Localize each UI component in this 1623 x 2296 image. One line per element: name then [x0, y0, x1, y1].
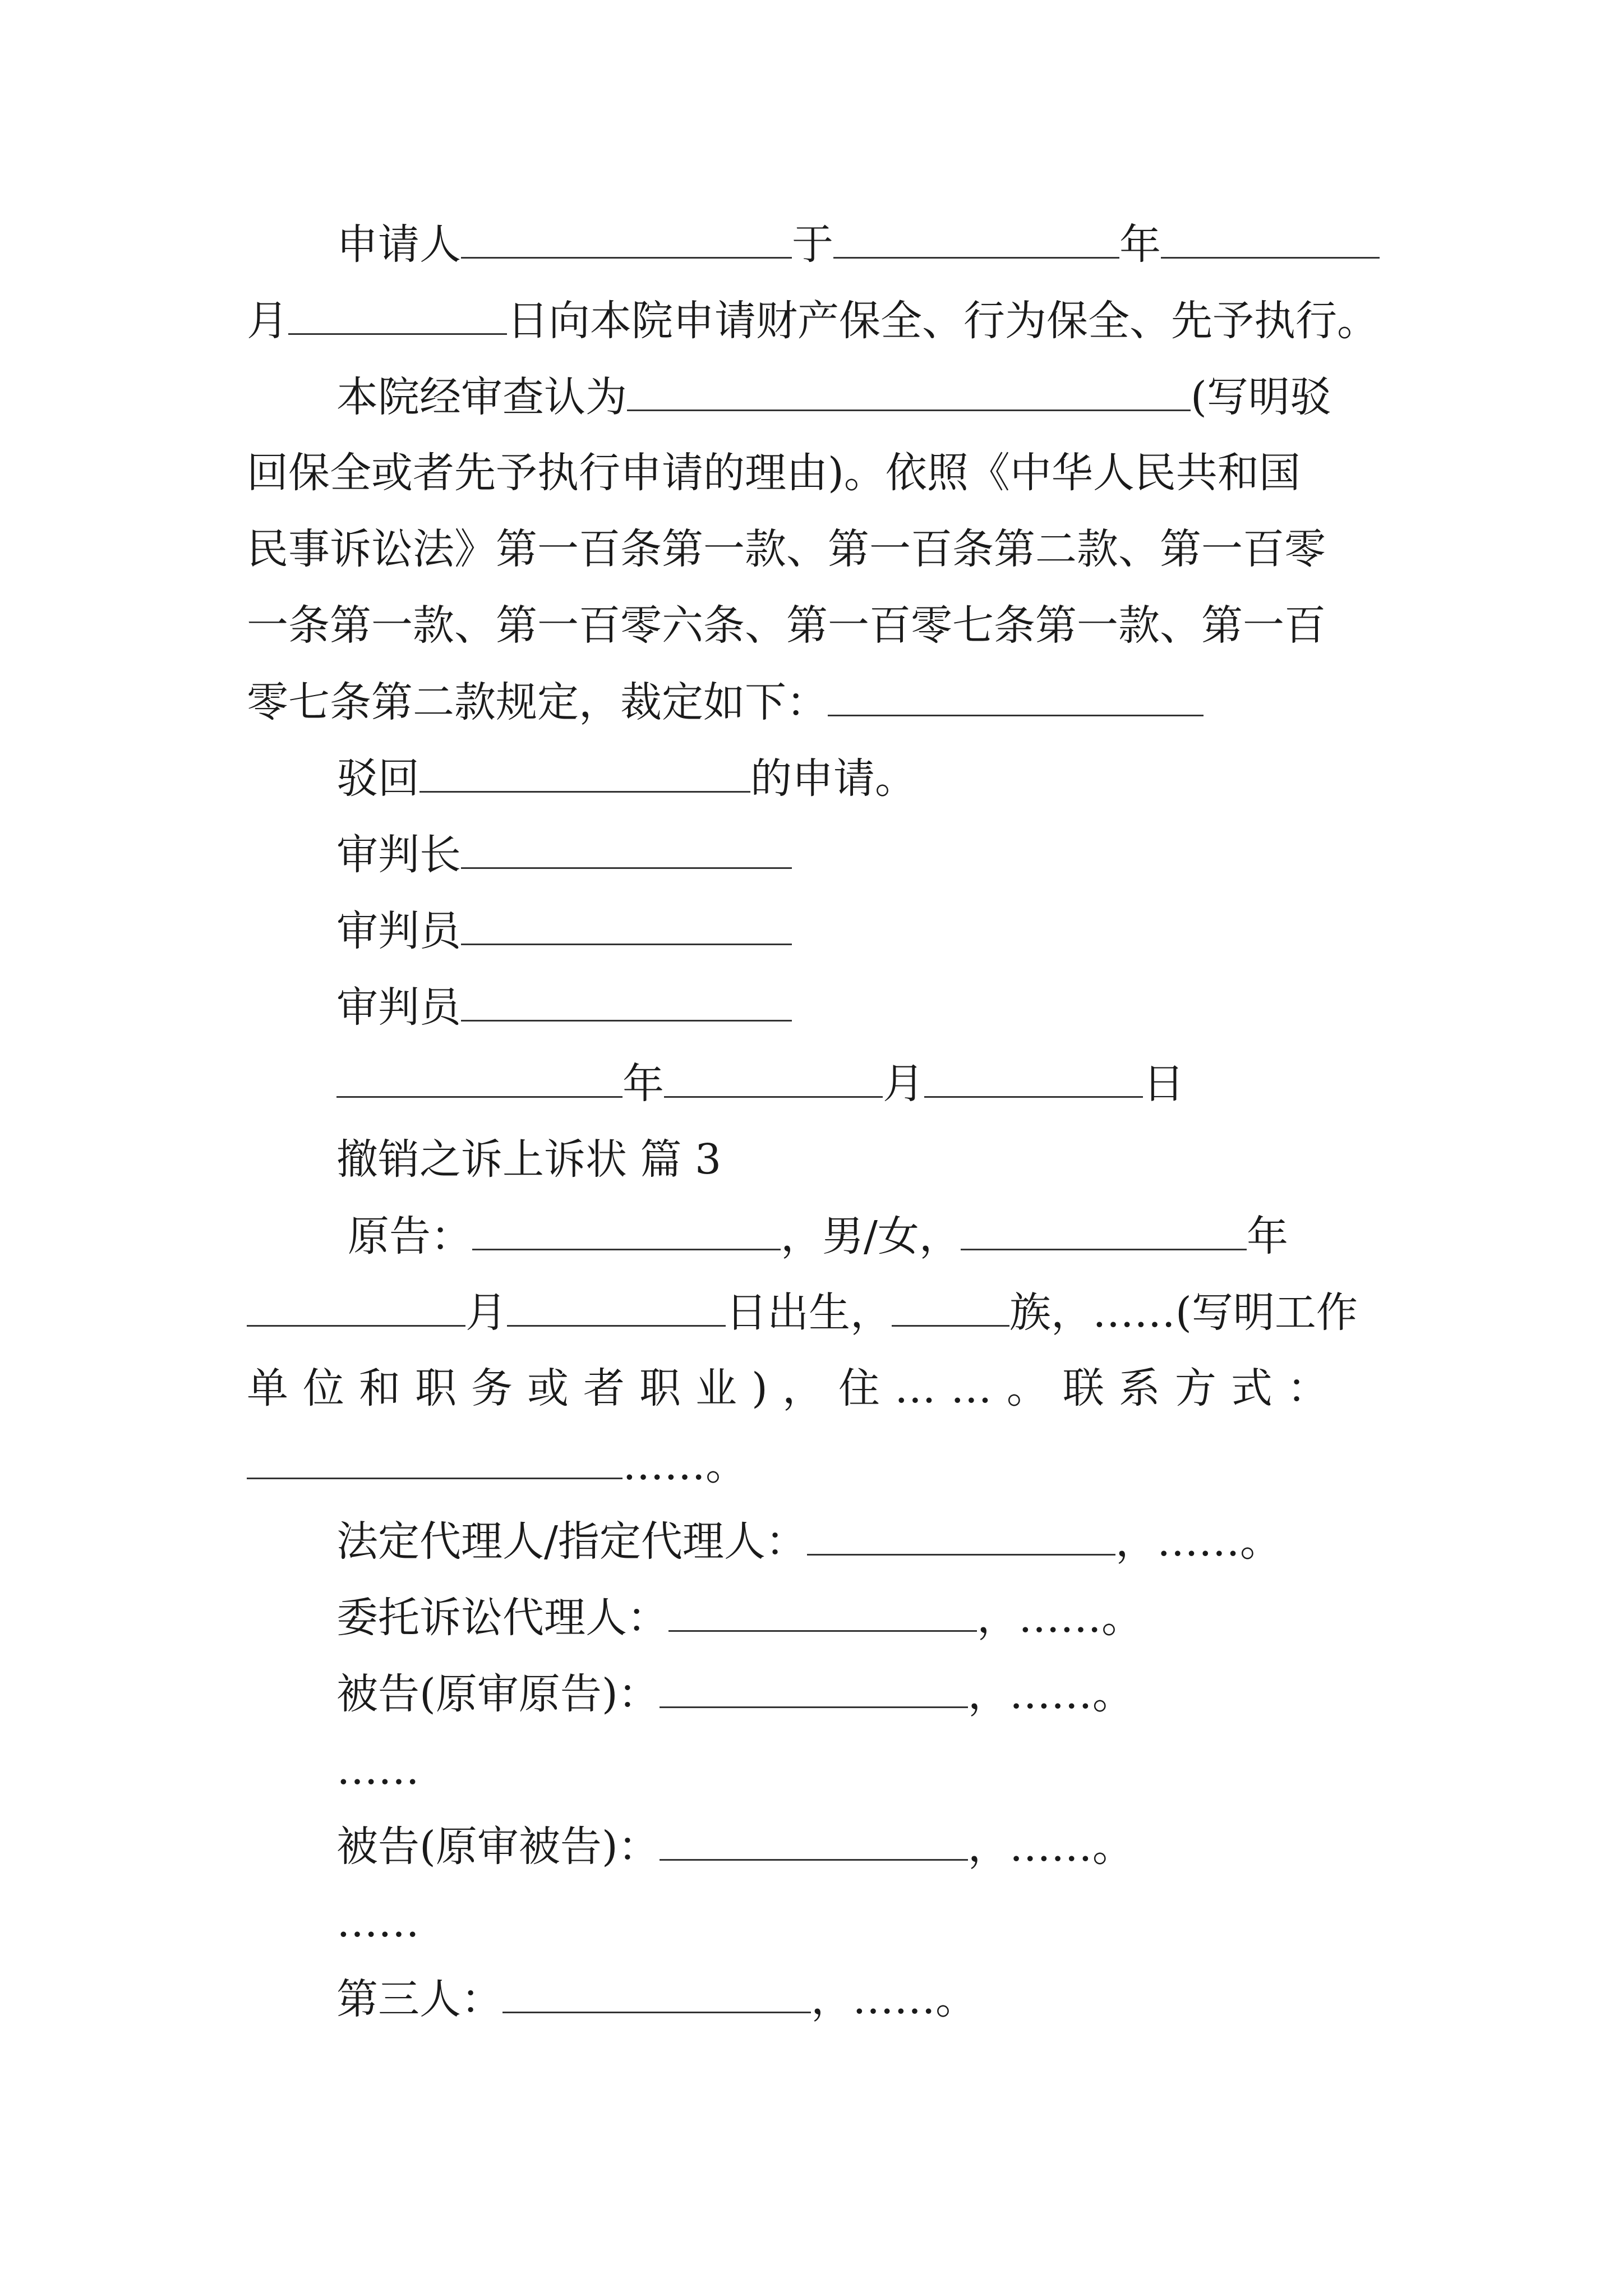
- text: 审判员: [336, 907, 461, 955]
- blank-field: [828, 671, 1204, 716]
- para-applicant-line2: [247, 289, 1378, 351]
- text: 被告(原审原告)：: [336, 1670, 660, 1718]
- text: 原告：: [348, 1212, 472, 1260]
- text: ，男/女，: [781, 1212, 961, 1260]
- text: 审判员: [336, 983, 461, 1032]
- defendant2-line: [336, 1815, 1134, 1877]
- plaintiff-line1: [348, 1205, 1288, 1267]
- section-title: 撤销之诉上诉状 篇 3: [336, 1135, 722, 1184]
- text: ……。: [623, 1441, 747, 1489]
- text: 日: [1143, 1060, 1184, 1108]
- text: 日出生，: [726, 1289, 892, 1337]
- blank-field: [961, 1205, 1247, 1250]
- blank-field: [502, 1968, 811, 2013]
- para-applicant-line1: [336, 213, 1380, 275]
- para-review-line3: 民事诉讼法》第一百条第一款、第一百条第二款、第一百零: [247, 525, 1326, 573]
- para-review-line4: 一条第一款、第一百零六条、第一百零七条第一款、第一百: [247, 601, 1326, 650]
- text: 于: [792, 220, 833, 269]
- blank-field: [461, 823, 792, 869]
- plaintiff-line4: [247, 1434, 747, 1496]
- text: 年: [1246, 1212, 1288, 1260]
- blank-field: [807, 1510, 1115, 1556]
- defendant1-line: [336, 1663, 1134, 1724]
- blank-field: [472, 1205, 781, 1250]
- text: 驳回: [336, 754, 419, 803]
- text: ，……。: [811, 1975, 977, 2023]
- text: 年: [623, 1060, 664, 1108]
- text: 日向本院申请财产保全、行为保全、先予执行。: [507, 297, 1378, 345]
- blank-field: [461, 213, 792, 259]
- blank-field: [833, 213, 1119, 259]
- para-review-line2: 回保全或者先予执行申请的理由)。依照《中华人民共和国: [247, 449, 1301, 497]
- blank-field: [336, 1052, 623, 1098]
- blank-field: [247, 1434, 623, 1479]
- plaintiff-line2: [247, 1281, 1358, 1343]
- legal-rep-line: [336, 1510, 1281, 1572]
- para-review-line1: [336, 366, 1331, 427]
- judge-chief-line: [336, 823, 792, 885]
- ellipsis-1: ……: [336, 1746, 419, 1794]
- date-line: [336, 1052, 1184, 1114]
- text: 的申请。: [750, 754, 916, 803]
- blank-field: [924, 1052, 1143, 1098]
- text: 法定代理人/指定代理人：: [336, 1517, 807, 1566]
- ellipsis-2: ……: [336, 1898, 419, 1947]
- blank-field: [507, 1281, 726, 1327]
- blank-field: [288, 289, 507, 335]
- text: ，……。: [1115, 1517, 1281, 1566]
- text: ，……。: [967, 1670, 1134, 1718]
- plaintiff-line3: 单位和职务或者职业)，住……。联系方式：: [247, 1364, 1343, 1412]
- text: 月: [883, 1060, 924, 1108]
- text: 被告(原审被告)：: [336, 1823, 660, 1871]
- text: 零七条第二款规定，裁定如下：: [247, 678, 828, 726]
- text: 本院经审查认为: [336, 373, 627, 421]
- blank-field: [627, 366, 1191, 411]
- blank-field: [660, 1815, 968, 1861]
- blank-field: [419, 747, 750, 793]
- third-party-line: [336, 1968, 977, 2030]
- text: 申请人: [336, 220, 461, 269]
- text: 月: [247, 297, 288, 345]
- blank-field: [892, 1281, 1009, 1327]
- text: 族，……(写明工作: [1009, 1289, 1358, 1337]
- blank-field: [668, 1586, 977, 1632]
- text: (写明驳: [1191, 373, 1331, 421]
- judge-line-1: [336, 900, 792, 961]
- judge-line-2: [336, 976, 792, 1038]
- blank-field: [664, 1052, 883, 1098]
- blank-field: [461, 900, 792, 945]
- text: ，……。: [977, 1594, 1143, 1642]
- text: 审判长: [336, 831, 461, 879]
- text: 月: [465, 1289, 507, 1337]
- text: 第三人：: [336, 1975, 502, 2023]
- blank-field: [247, 1281, 465, 1327]
- text: ，……。: [967, 1823, 1134, 1871]
- para-reject: [336, 747, 916, 809]
- blank-field: [461, 976, 792, 1022]
- blank-field: [1161, 213, 1380, 259]
- agent-line: [336, 1586, 1143, 1648]
- text: 年: [1119, 220, 1161, 269]
- blank-field: [660, 1663, 968, 1708]
- para-review-line5: [247, 671, 1204, 733]
- text: 委托诉讼代理人：: [336, 1594, 668, 1642]
